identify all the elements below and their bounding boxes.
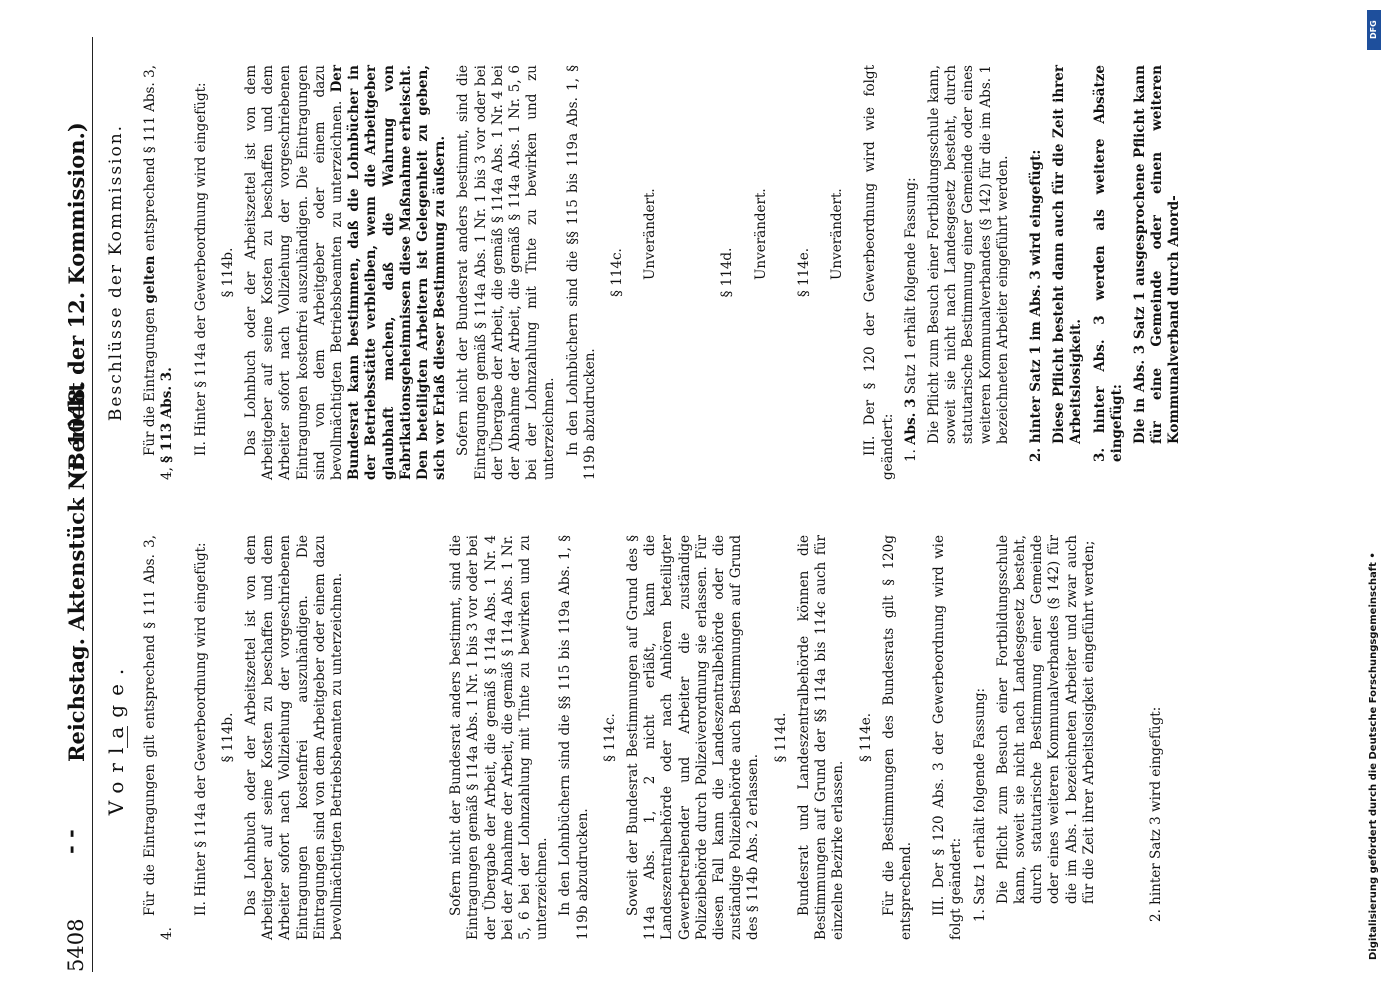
- paragraph: Sofern nicht der Bundesrat anders bestimmt, sind die Eintragungen gemäß § 114a Abs. 1 Nr. 1 bis 3 vor oder bei der Übergabe der Arbeit, die gemäß § 114a Abs. 1 Nr. 4 bei der Abnahme der Arbeit, die gemäß § 114a Abs. 1 Nr. 5, 6 bei der Lohnzahlung mit Tinte zu bewirken und zu unterzeichnen.: [448, 535, 551, 940]
- paragraph: Bundesrat und Landeszentralbehörde können die Bestimmungen auf Grund der §§ 114a bis 114c auch für einzelne Bezirke erlassen.: [795, 535, 847, 940]
- header-rule: [92, 37, 93, 972]
- paragraph: 2. hinter Satz 1 im Abs. 3 wird eingefügt:: [1027, 149, 1044, 462]
- section-heading: § 114e.: [795, 247, 812, 298]
- digitization-sidebar: [1365, 0, 1383, 1000]
- paragraph: Die in Abs. 3 Satz 1 ausgesprochene Pflicht kann für eine Gemeinde oder einen weiteren Kommunalverband durch Anord-: [1131, 65, 1183, 444]
- paragraph: Sofern nicht der Bundesrat anders bestimmt, sind die Eintragungen gemäß § 114a Abs. 1 Nr. 1 bis 3 vor oder bei der Übergabe der Arbeit, die gemäß § 114a Abs. 1 Nr. 4 bei der Abnahme der Arbeit, die gemäß § 114a Abs. 1 Nr. 5, 6 bei der Lohnzahlung mit Tinte zu bewirken und zu unterzeichnen.: [455, 65, 558, 480]
- paragraph: Für die Bestimmungen des Bundesrats gilt § 120g entsprechend.: [880, 535, 914, 940]
- section-heading: § 114d.: [719, 247, 736, 298]
- section-heading: § 114b.: [219, 712, 236, 763]
- unchanged-note: Unverändert.: [829, 188, 846, 280]
- paragraph: In den Lohnbüchern sind die §§ 115 bis 119a Abs. 1, § 119b abzudrucken.: [557, 535, 591, 940]
- unchanged-note: Unverändert.: [642, 188, 659, 280]
- paragraph: 2. hinter Satz 3 wird eingefügt:: [1147, 706, 1164, 922]
- paragraph: Für die Eintragungen gelten entsprechend § 111 Abs. 3, 4, § 113 Abs. 3.: [142, 65, 176, 480]
- paragraph: 1. Satz 1 erhält folgende Fassung:: [971, 687, 988, 922]
- section-heading: § 114c.: [601, 713, 618, 762]
- paragraph: In den Lohnbüchern sind die §§ 115 bis 119a Abs. 1, § 119b abzudrucken.: [564, 65, 598, 480]
- paragraph: Das Lohnbuch oder der Arbeitszettel ist von dem Arbeitgeber auf seine Kosten zu beschaffen und dem Arbeiter sofort nach Vollziehung der vorgeschriebenen Eintragungen kostenfrei auszuhändigen. Die Eintragungen sind von dem Arbeitgeber oder einem dazu bevollmächtigten Betriebsbeamten zu unterzeichnen.: [243, 535, 346, 940]
- report-subtitle: (Bericht der 12. Kommission.): [64, 122, 89, 480]
- section-heading: § 114b.: [219, 247, 236, 298]
- paragraph: Soweit der Bundesrat Bestimmungen auf Grund des § 114a Abs. 1, 2 nicht erläßt, kann die Landeszentralbehörde oder nach Anhören beteiligter Gewerbetreibender und Arbeiter die zuständige Polizeibehörde durch Polizeiverordnung sie erlassen. Für diesen Fall kann die Landeszentralbehörde oder die zuständige Polizeibehörde auch Bestimmungen auf Grund des § 114b Abs. 2 erlassen.: [625, 535, 762, 940]
- column-heading-vorlage: Vorlage.: [104, 659, 128, 816]
- paragraph: III. Der § 120 Abs. 3 der Gewerbeordnung wird wie folgt geändert:: [931, 535, 965, 940]
- paragraph: III. Der § 120 der Gewerbeordnung wird wie folgt geändert:: [862, 65, 896, 480]
- document-title: Reichstag. Aktenstück Nr. 1048.: [64, 381, 89, 762]
- paragraph: Die Pflicht zum Besuch einer Fortbildungsschule kann, soweit sie nicht nach Landesgesetz besteht, durch statutarische Bestimmung einer Gemeinde oder eines weiteren Kommunalverbandes (§ 142) für die im Abs. 1 bezeichneten Arbeiter eingeführt werden.: [925, 65, 1011, 444]
- section-heading: § 114c.: [609, 248, 626, 297]
- paragraph: 1. Abs. 3 Satz 1 erhält folgende Fassung:: [902, 177, 919, 462]
- dfg-logo: DFG: [1367, 10, 1381, 50]
- section-heading: § 114d.: [772, 712, 789, 763]
- digitization-note: Digitalisierung gefördert durch die Deutsche Forschungsgemeinschaft •: [1368, 552, 1379, 960]
- column-beschluesse: [108, 65, 1190, 480]
- page-number: 5408: [64, 918, 88, 972]
- paragraph: Die Pflicht zum Besuch einer Fortbildungsschule kann, soweit sie nicht nach Landesgesetz besteht, durch statutarische Bestimmung einer Gemeinde oder eines weiteren Kommunalverbandes (§ 142) für die im Abs. 1 bezeichneten Arbeiter und zwar auch für die Zeit ihrer Arbeitslosigkeit eingeführt werden;: [994, 535, 1097, 904]
- paragraph: II. Hinter § 114a der Gewerbeordnung wird eingefügt:: [192, 542, 209, 916]
- column-vorlage: [104, 535, 1171, 940]
- paragraph: Diese Pflicht besteht dann auch für die Zeit ihrer Arbeitslosigkeit.: [1051, 65, 1085, 444]
- column-heading-beschluesse: Beschlüsse der Kommission.: [106, 123, 126, 422]
- unchanged-note: Unverändert.: [752, 188, 769, 280]
- section-heading: § 114e.: [857, 712, 874, 763]
- paragraph: 3. hinter Abs. 3 werden als weitere Absätze eingefügt:: [1091, 65, 1125, 462]
- paragraph: Das Lohnbuch oder der Arbeitszettel ist von dem Arbeitgeber auf seine Kosten zu beschaffen und dem Arbeiter sofort nach Vollziehung der vorgeschriebenen Eintragungen kostenfrei auszuhändigen. Die Eintragungen sind von dem Arbeitgeber oder einem dazu bevollmächtigten Betriebsbeamten zu unterzeichnen. Der Bundesrat kann bestimmen, daß die Lohnbücher in der Betriebsstätte verbleiben, wenn die Arbeitgeber glaubhaft machen, daß die Wahrung von Fabrikationsgeheimnissen diese Maßnahme erheischt. Den beteiligten Arbeitern ist Gelegenheit zu geben, sich vor Erlaß dieser Bestimmung zu äußern.: [243, 65, 449, 480]
- header-dash: - -: [58, 829, 83, 854]
- paragraph: II. Hinter § 114a der Gewerbeordnung wird eingefügt:: [192, 82, 209, 456]
- paragraph: Für die Eintragungen gilt entsprechend § 111 Abs. 3, 4.: [142, 535, 176, 940]
